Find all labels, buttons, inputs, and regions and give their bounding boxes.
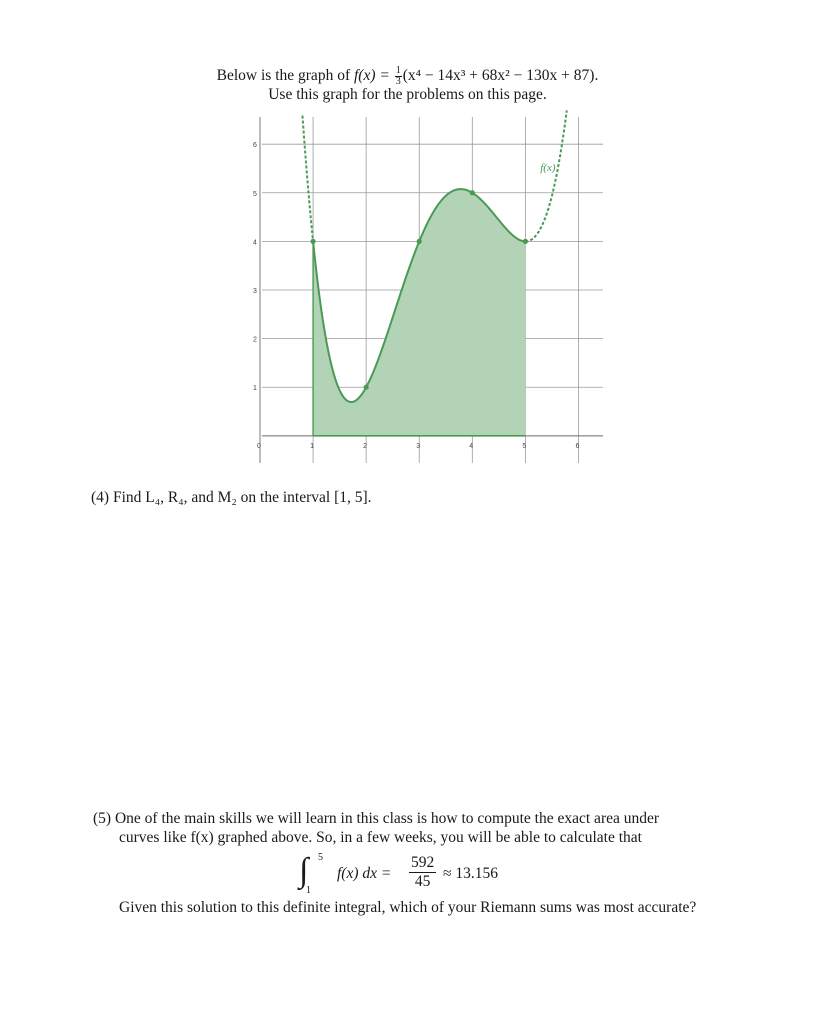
problem-4-text: Find L₄, R₄, and M₂ on the interval [1, 5]. <box>112 489 372 506</box>
problem-4-number: (4) <box>91 489 110 506</box>
y-tick-label: 4 <box>253 239 257 247</box>
x-tick-label: 1 <box>310 442 314 450</box>
problem-4 <box>91 489 372 507</box>
y-tick-label: 1 <box>253 385 257 393</box>
problem-5-line-2: curves like f(x) graphed above. So, in a few weeks, you will be able to calculate that <box>119 829 642 846</box>
integral-sign: ∫ <box>299 852 309 889</box>
problem-5-question: Given this solution to this definite integral, which of your Riemann sums was most accurate? <box>119 899 697 916</box>
x-tick-label: 2 <box>363 442 368 450</box>
integrand: f(x) dx = <box>337 865 392 882</box>
header-fx: f(x) = <box>353 67 390 85</box>
header-line-2: Use this graph for the problems on this page. <box>268 86 547 103</box>
curve-dashed <box>302 116 313 242</box>
marked-point <box>310 239 315 244</box>
function-label: f(x) <box>540 161 556 174</box>
problem-5-number: (5) <box>93 810 112 827</box>
result-numerator: 592 <box>411 854 435 871</box>
x-tick-label: 0 <box>257 442 261 450</box>
marked-point <box>523 239 528 244</box>
marked-point <box>470 190 475 195</box>
x-tick-label: 4 <box>469 442 474 450</box>
header-polynomial: (x⁴ − 14x³ + 68x² − 130x + 87). <box>402 67 599 85</box>
problem-5-line-1 <box>93 810 659 828</box>
result-denominator: 45 <box>414 873 431 890</box>
y-tick-label: 2 <box>253 336 257 344</box>
y-tick-label: 5 <box>253 190 257 198</box>
integral-lower-limit: 1 <box>306 885 311 896</box>
header-fraction <box>395 66 402 87</box>
header-frac-num: 1 <box>395 65 401 76</box>
integral-upper-limit: 5 <box>318 852 323 863</box>
y-tick-label: 6 <box>253 142 257 150</box>
problem-5-text-1: One of the main skills we will learn in this class is how to compute the exact area under <box>114 810 660 827</box>
header-line-1 <box>0 66 815 87</box>
header-frac-den: 3 <box>395 76 401 87</box>
approx-value: ≈ 13.156 <box>443 865 499 882</box>
curve-dashed <box>525 110 566 241</box>
x-tick-label: 6 <box>575 442 580 450</box>
result-fraction <box>409 854 436 891</box>
marked-point <box>364 385 369 390</box>
marked-point <box>417 239 422 244</box>
header-prefix: Below is the graph of <box>216 67 351 85</box>
x-tick-label: 3 <box>416 442 421 450</box>
y-tick-label: 3 <box>253 288 257 295</box>
function-graph <box>253 115 605 465</box>
x-tick-label: 5 <box>522 442 527 450</box>
